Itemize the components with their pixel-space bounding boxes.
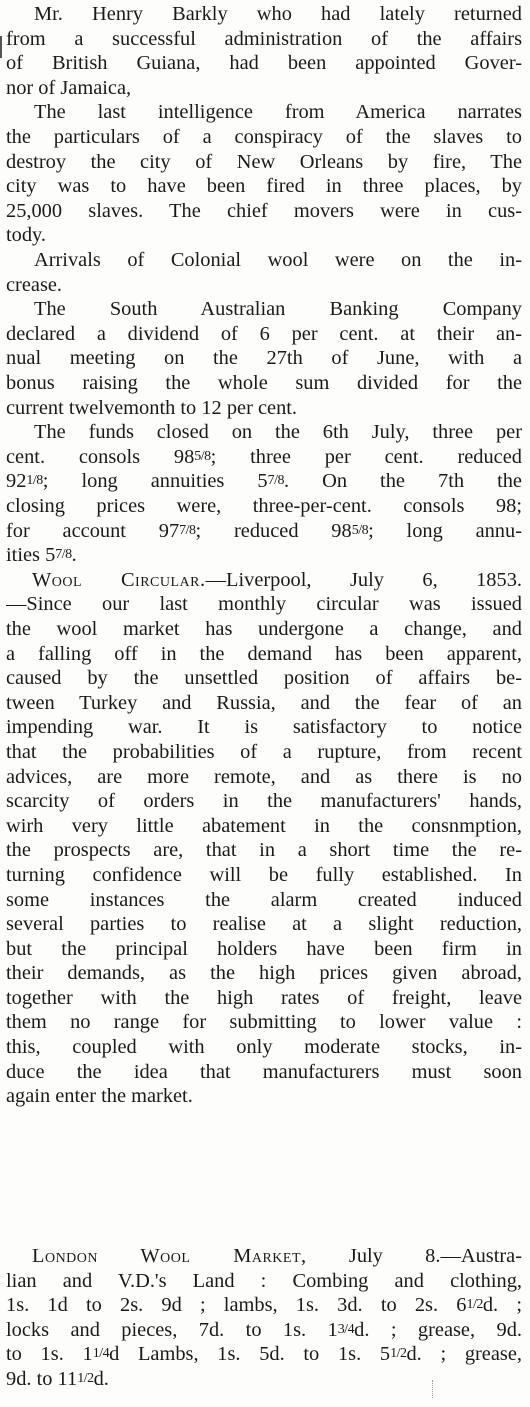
paragraph-barkly — [6, 2, 522, 100]
fraction: 3/4 — [337, 1321, 355, 1337]
text-line: 921/8; long annuities 57/8. On the 7th the — [6, 470, 522, 493]
text-line: them no range for submitting to lower value : — [6, 1011, 522, 1034]
text-line: their demands, as the high prices given abroad, — [6, 962, 522, 985]
text-line: 9d. to 111/2d. — [6, 1367, 109, 1390]
fraction: 1/2 — [77, 1370, 94, 1386]
text-line: nor of Jamaica, — [6, 76, 132, 99]
fraction: 7/8 — [267, 473, 284, 489]
text-line: the prospects are, that in a short time the re- — [6, 839, 522, 862]
print-smudge — [432, 1380, 437, 1398]
text-line: a falling off in the demand has been apparent, — [6, 642, 522, 665]
text-line: bonus raising the whole sum divided for the — [6, 371, 522, 394]
text-line: The last intelligence from America narrates — [34, 101, 522, 124]
text-line: Wool Circular.—Liverpool, July 6, 1853. — [32, 568, 522, 591]
text-line: nual meeting on the 27th of June, with a — [6, 347, 522, 370]
paragraph-new-orleans — [6, 100, 522, 248]
text-line: from a successful administration of the affairs — [6, 27, 522, 50]
text-line: London Wool Market, July 8.—Austra- — [32, 1245, 522, 1267]
text-line: lian and V.D.'s Land : Combing and clothing, — [6, 1269, 522, 1292]
paragraph-banking-company — [6, 297, 522, 420]
section-heading: London Wool Market, — [32, 1245, 307, 1267]
text-line: the wool market has undergone a change, and — [6, 617, 522, 640]
text-line: together with the high rates of freight, leave — [6, 986, 522, 1009]
text-line: to 1s. 11/4d Lambs, 1s. 5d. to 1s. 51/2d. ; grease, — [6, 1343, 522, 1366]
fraction: 1/8 — [26, 473, 43, 489]
text-line: ities 57/8. — [6, 544, 77, 567]
text-line: turning confidence will be fully established. In — [6, 863, 522, 886]
text-line: destroy the city of New Orleans by fire, The — [6, 150, 522, 173]
text-line: cent. consols 985/8; three per cent. reduced — [6, 445, 522, 468]
text-line: Mr. Henry Barkly who had lately returned — [34, 3, 522, 25]
text-line: of British Guiana, had been appointed Gover- — [6, 52, 522, 75]
text-line: scarcity of orders in the manufacturers' hands, — [6, 790, 522, 813]
text-line: declared a dividend of 6 per cent. at their an- — [6, 322, 522, 345]
text-line: this, coupled with only moderate stocks, in- — [6, 1036, 522, 1059]
text-line: —Since our last monthly circular was issued — [6, 593, 522, 616]
text-line: that the probabilities of a rupture, from recent — [6, 740, 522, 763]
paragraph-funds — [6, 420, 522, 568]
text-line: city was to have been fired in three places, by — [6, 175, 522, 198]
fraction: 5/8 — [351, 522, 369, 538]
text-line: caused by the unsettled position of affairs be- — [6, 667, 522, 690]
fraction: 7/8 — [55, 547, 72, 563]
text-line: The South Australian Banking Company — [34, 298, 522, 321]
text-line: tody. — [6, 224, 47, 247]
text-line: The funds closed on the 6th July, three per — [34, 421, 522, 444]
text-line: Arrivals of Colonial wool were on the in- — [34, 249, 522, 271]
fraction: 1/2 — [466, 1297, 483, 1313]
paragraph-colonial-wool — [6, 248, 522, 297]
text-line: several parties to realise at a slight reduction, — [6, 913, 522, 936]
text-line: closing prices were, three-per-cent. consols 98; — [6, 494, 522, 517]
text-line: current twelvemonth to 12 per cent. — [6, 396, 298, 419]
text-line: the particulars of a conspiracy of the slaves to — [6, 125, 522, 148]
text-line: some instances the alarm created induced — [6, 888, 522, 911]
text-line: advices, are more remote, and as there is no — [6, 765, 522, 788]
text-line: for account 977/8; reduced 985/8; long annu- — [6, 519, 522, 542]
text-line: again enter the market. — [6, 1085, 193, 1108]
text-line: duce the idea that manufacturers must soon — [6, 1060, 522, 1083]
text-line: 25,000 slaves. The chief movers were in cus- — [6, 199, 522, 222]
text-line: locks and pieces, 7d. to 1s. 13/4d. ; grease, 9d. — [6, 1318, 522, 1341]
fraction: 1/2 — [390, 1346, 407, 1362]
text-line: but the principal holders have been firm in — [6, 937, 522, 960]
text-line: crease. — [6, 273, 63, 296]
column-rule — [0, 36, 2, 58]
text-line: impending war. It is satisfactory to notice — [6, 716, 522, 739]
text-line: 1s. 1d to 2s. 9d ; lambs, 1s. 3d. to 2s. 61/2d. ; — [6, 1294, 522, 1317]
fraction: 1/4 — [92, 1346, 110, 1362]
fraction: 7/8 — [179, 522, 196, 538]
text-line: wirh very little abatement in the consnmption, — [6, 814, 522, 837]
paragraph-wool-circular — [6, 568, 522, 1109]
fraction: 5/8 — [194, 448, 211, 464]
paragraph-london-wool-market — [6, 1244, 522, 1392]
text-line: tween Turkey and Russia, and the fear of an — [6, 691, 522, 714]
section-heading: Wool Circular. — [32, 568, 206, 591]
